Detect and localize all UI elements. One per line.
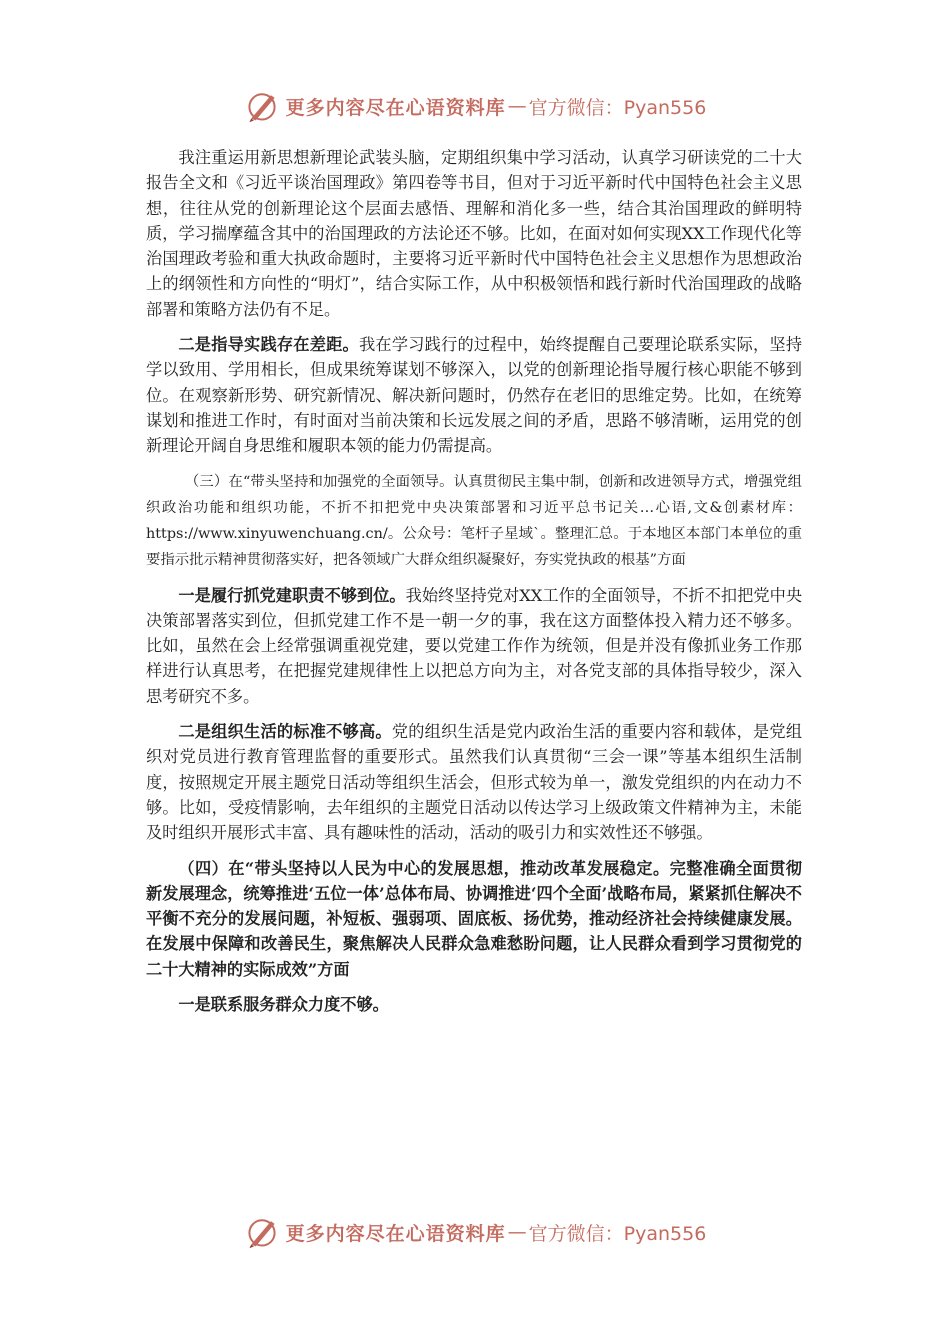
- paragraph-3-section-heading: [146, 469, 802, 573]
- paragraph-text: 我在学习践行的过程中，始终提醒自己要理论联系实际，坚持学以致用、学用相长，但成果统筹谋划不够深入，以党的创新理论指导履行核心职能不够到位。在观察新形势、研究新情况、解决新问题时，仍然存在老旧的思维定势。比如，在统筹谋划和推进工作时，有时面对当前决策和长远发展之间的矛盾，思路不够清晰，运用党的创新理论开阔自身思维和履职本领的能力仍需提高。: [146, 335, 803, 456]
- paragraph-lead: 二是组织生活的标准不够高。: [178, 722, 392, 742]
- paragraph-text: 我始终坚持党对XX工作的全面领导，不折不扣把党中央决策部署落实到位，但抓党建工作不是一朝一夕的事，我在这方面整体投入精力还不够多。比如，虽然在会上经常强调重视党建，要以党建工作作为统领，但是并没有像抓业务工作那样进行认真思考，在把握党建规律性上以把总方向为主，对各党支部的具体指导较少，深入思考研究不多。: [146, 585, 803, 706]
- paragraph-text: （三）在“带头坚持和加强党的全面领导。认真贯彻民主集中制，创新和改进领导方式，增强党组织政治功能和组织功能，不折不扣把党中央决策部署和习近平总书记关…心语,文&创素材库：https://www.xinyuwenchuang.cn/。公众号：笔杆子星域`。整理汇总。于本地区本部门本单位的重要指示批示精神贯彻落实好，把各领域广大群众组织凝聚好，夯实党执政的根基”方面: [146, 473, 802, 568]
- paragraph-6-section-heading: [146, 856, 802, 982]
- pen-logo-icon: [244, 88, 280, 124]
- banner-title: 更多内容尽在心语资料库: [285, 96, 506, 119]
- pen-logo-icon: [244, 1214, 280, 1250]
- document-body: [146, 145, 802, 1017]
- banner-separator: —: [507, 95, 527, 117]
- paragraph-7: [146, 992, 802, 1017]
- paragraph-text: 党的组织生活是党内政治生活的重要内容和载体，是党组织对党员进行教育管理监督的重要形式。虽然我们认真贯彻“三会一课”等基本组织生活制度，按照规定开展主题党日活动等组织生活会，但形式较为单一，激发党组织的内在动力不够。比如，受疫情影响，去年组织的主题党日活动以传达学习上级政策文件精神为主，未能及时组织开展形式丰富、具有趣味性的活动，活动的吸引力和实效性还不够强。: [146, 722, 803, 843]
- header-banner: [0, 86, 950, 126]
- paragraph-5: [146, 719, 802, 845]
- footer-banner: [0, 1212, 950, 1252]
- paragraph-2: [146, 332, 802, 458]
- banner-account: 官方微信：Pyan556: [528, 96, 707, 119]
- paragraph-4: [146, 583, 802, 709]
- paragraph-text: （四）在“带头坚持以人民为中心的发展思想，推动改革发展稳定。完整准确全面贯彻新发展理念，统筹推进‘五位一体’总体布局、协调推进‘四个全面’战略布局，紧紧抓住解决不平衡不充分的发展问题，补短板、强弱项、固底板、扬优势，推动经济社会持续健康发展。在发展中保障和改善民生，聚焦解决人民群众急难愁盼问题，让人民群众看到学习贯彻党的二十大精神的实际成效”方面: [146, 858, 802, 979]
- paragraph-lead: 二是指导实践存在差距。: [178, 335, 359, 355]
- paragraph-text: 一是联系服务群众力度不够。: [178, 995, 389, 1015]
- banner-title: 更多内容尽在心语资料库: [285, 1222, 506, 1245]
- paragraph-text: 我注重运用新思想新理论武装头脑，定期组织集中学习活动，认真学习研读党的二十大报告全文和《习近平谈治国理政》第四卷等书目，但对于习近平新时代中国特色社会主义思想，往往从党的创新理论这个层面去感悟、理解和消化多一些，结合其治国理政的鲜明特质，学习揣摩蕴含其中的治国理政的方法论还不够。比如，在面对如何实现XX工作现代化等治国理政考验和重大执政命题时，主要将习近平新时代中国特色社会主义思想作为思想政治上的纲领性和方向性的“明灯”，结合实际工作，从中积极领悟和践行新时代治国理政的战略部署和策略方法仍有不足。: [146, 148, 802, 319]
- banner-separator: —: [507, 1221, 527, 1243]
- paragraph-lead: 一是履行抓党建职责不够到位。: [178, 585, 406, 605]
- banner-account: 官方微信：Pyan556: [528, 1222, 707, 1245]
- paragraph-1: [146, 145, 802, 322]
